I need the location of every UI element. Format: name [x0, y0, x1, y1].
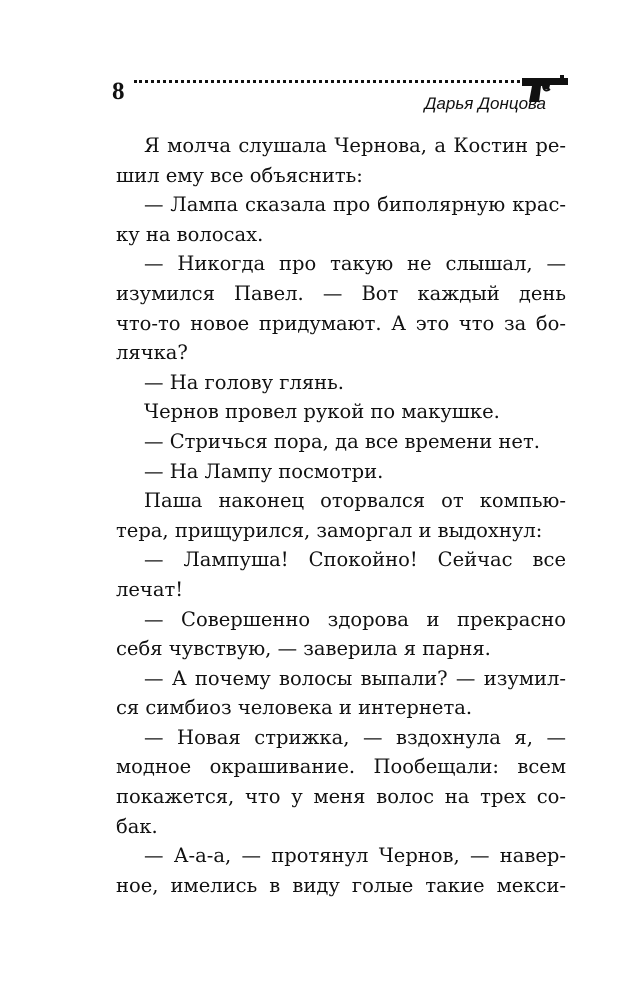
- text-line: Я молча слушала Чернова, а Костин ре-: [144, 134, 566, 157]
- text-line: Чернов провел рукой по макушке.: [144, 400, 500, 424]
- text-line: — На голову глянь.: [144, 370, 344, 394]
- text-line: бак.: [116, 814, 158, 838]
- text-line: тера, прищурился, заморгал и выдохнул:: [116, 518, 543, 542]
- running-head-author: Дарья Донцова: [424, 94, 546, 113]
- text-line: — А почему волосы выпали? — изумил-: [144, 666, 566, 690]
- text-line: — Новая стрижка, — вздохнула я, —: [144, 725, 566, 749]
- text-line: лячка?: [116, 341, 188, 365]
- text-line: шил ему все объяснить:: [116, 163, 363, 187]
- text-line: изумился Павел. — Вот каждый день: [116, 281, 566, 305]
- text-line: — На Лампу посмотри.: [144, 459, 384, 483]
- text-line: модное окрашивание. Пообещали: всем: [116, 755, 566, 779]
- text-line: — Лампа сказала про биполярную крас-: [144, 193, 566, 217]
- text-line: лечат!: [116, 577, 184, 601]
- text-line: — Лампуша! Спокойно! Сейчас все: [144, 548, 566, 572]
- text-line: ся симбиоз человека и интернета.: [116, 696, 473, 720]
- text-line: что-то новое придумают. А это что за бо-: [116, 311, 566, 335]
- text-line: — Стричься пора, да все времени нет.: [144, 429, 540, 453]
- text-line: ное, имелись в виду голые такие мекси-: [116, 873, 566, 897]
- text-line: Паша наконец оторвался от компью-: [144, 489, 566, 513]
- text-line: себя чувствую, — заверила я парня.: [116, 637, 491, 661]
- text-line: — Никогда про такую не слышал, —: [144, 252, 566, 276]
- text-line: — Совершенно здорова и прекрасно: [144, 607, 566, 631]
- text-line: ку на волосах.: [116, 222, 264, 246]
- dotted-rule: [134, 80, 526, 83]
- page-number: 8: [112, 78, 125, 105]
- text-line: покажется, что у меня волос на трех со-: [116, 785, 566, 809]
- text-line: — А-а-а, — протянул Чернов, — навер-: [144, 844, 566, 868]
- body-text: [116, 131, 566, 900]
